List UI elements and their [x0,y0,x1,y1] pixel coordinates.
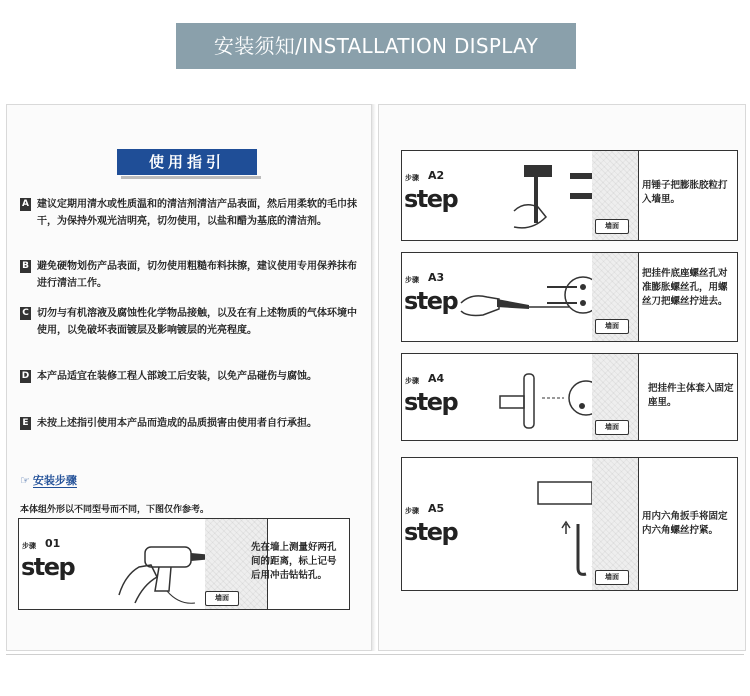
step-small-label: 步骤 [22,542,36,550]
step-divider [638,458,639,590]
rule-letter: A [20,198,31,211]
step-word: step [404,388,458,416]
step-number: A2 [428,169,445,182]
rule-letter: B [20,260,31,273]
step-label [402,354,458,440]
wall-label: 墙面 [205,591,239,606]
rule-letter: D [21,371,30,381]
rule-d [20,368,358,385]
step-divider [638,253,639,341]
step-small-label: 步骤 [405,507,419,515]
rule-text: 切勿与有机溶液及腐蚀性化学物品接触，以及在有上述物质的气体环境中使用，以免破坏表面镀层及影响镀层的光亮程度。 [37,308,357,336]
step-number: 01 [45,537,61,550]
install-note: 本体组外形以不同型号而不同，下图仅作参考。 [20,505,210,515]
rule-text: 未按上述指引使用本产品而造成的品质损害由使用者自行承担。 [37,418,317,429]
install-steps-title: 安装步骤 [32,474,77,487]
wall-label: 墙面 [595,319,629,334]
step-description: 用锤子把膨胀胶粒打入墙里。 [642,180,728,205]
step-01-box [18,518,350,610]
rule-letter: C [20,307,31,320]
step-a3-box [401,252,738,342]
wall-label: 墙面 [595,570,629,585]
step-a5-box [401,457,738,591]
step-label [402,253,458,341]
step-small-label: 步骤 [405,174,419,182]
rule-text: 建议定期用清水或性质温和的清洁剂清洁产品表面，然后用柔软的毛巾抹干，为保持外观光洁明亮，切勿使用，以盐和醋为基底的清洁剂。 [37,199,357,227]
step-word: step [404,518,458,546]
step-number: A5 [428,502,445,515]
step-description: 把挂件底座螺丝孔对准膨胀螺丝孔，用螺丝刀把螺丝拧进去。 [642,268,728,307]
bottom-rule [6,654,744,655]
step-divider [638,354,639,440]
step-label [19,519,75,609]
rule-c [20,305,358,339]
wall-label: 墙面 [595,219,629,234]
rule-text: 本产品适宜在装修工程人部竣工后安装，以免产品碰伤与腐蚀。 [37,371,317,382]
drill-illustration [99,525,219,605]
step-label [402,151,458,240]
page-banner: 安装须知/INSTALLATION DISPLAY [176,23,576,69]
step-number: A3 [428,271,445,284]
wall-label: 墙面 [595,420,629,435]
book-spine [372,104,376,651]
step-number: A4 [428,372,445,385]
step-word: step [404,287,458,315]
step-small-label: 步骤 [405,276,419,284]
step-small-label: 步骤 [405,377,419,385]
usage-guide-title: 使用指引 [117,149,257,175]
rule-letter: E [20,417,31,430]
step-word: step [404,185,458,213]
step-a4-box [401,353,738,441]
step-word: step [21,553,75,581]
step-description: 用内六角扳手将固定内六角螺丝拧紧。 [642,511,728,536]
pointing-hand-icon: ☞ [20,474,30,487]
install-steps-heading [20,472,77,488]
step-a2-box [401,150,738,241]
step-label [402,458,458,590]
rule-e [20,415,358,432]
step-divider [638,151,639,240]
rule-a [20,196,358,230]
rule-b [20,258,358,292]
step-description: 先在墙上测量好两孔间的距离，标上记号后用冲击钻钻孔。 [251,542,337,581]
rule-text: 避免硬物划伤产品表面，切勿使用粗糙布料抹擦，建议使用专用保养抹布进行清洁工作。 [37,261,357,289]
step-description: 把挂件主体套入固定座里。 [648,383,734,408]
